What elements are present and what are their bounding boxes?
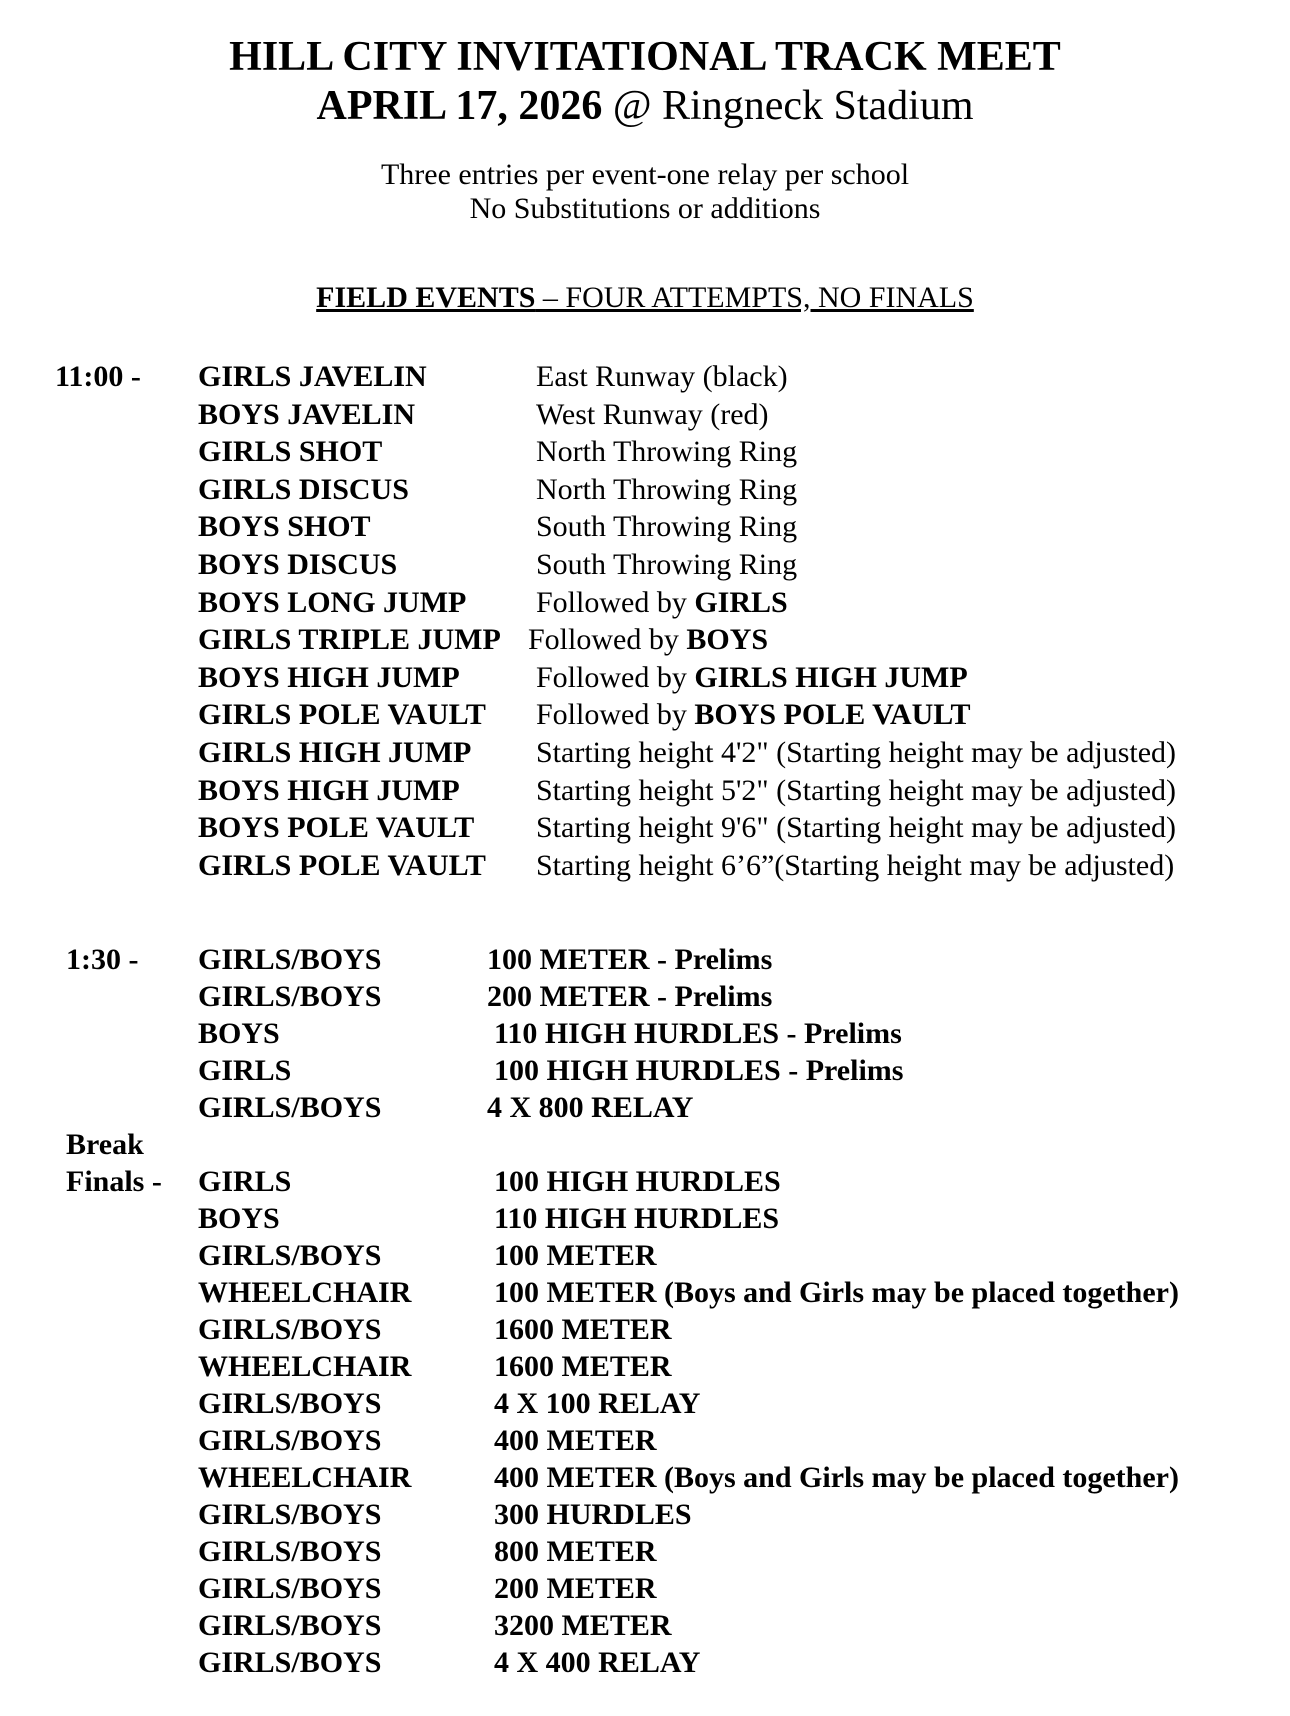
entry-rule: Three entries per event-one relay per school (380, 158, 910, 191)
field-event-location-text: Starting height 5'2" (Starting height may be adjusted) (536, 774, 1177, 807)
prelim-event: 110 HIGH HURDLES - Prelims (494, 1017, 902, 1050)
finals-division: GIRLS/BOYS (198, 1535, 382, 1568)
prelim-row (0, 1089, 1290, 1127)
prelim-division: GIRLS (198, 1054, 292, 1087)
finals-division: GIRLS/BOYS (198, 1646, 382, 1679)
field-event-name: GIRLS DISCUS (198, 473, 409, 506)
prelim-division: GIRLS/BOYS (198, 1091, 382, 1124)
field-event-name: BOYS JAVELIN (198, 398, 416, 431)
finals-division: GIRLS/BOYS (198, 1424, 382, 1457)
field-event-row (0, 847, 1290, 885)
prelim-event: 200 METER - Prelims (487, 980, 773, 1013)
prelim-row (0, 978, 1290, 1016)
prelim-division: BOYS (198, 1017, 280, 1050)
finals-event: 110 HIGH HURDLES (494, 1202, 780, 1235)
field-event-row (0, 734, 1290, 772)
field-event-location (536, 396, 769, 434)
meet-date: APRIL 17, 2026 (316, 83, 603, 129)
meet-title: HILL CITY INVITATIONAL TRACK MEET (229, 34, 1061, 80)
field-event-name: GIRLS POLE VAULT (198, 698, 486, 731)
field-event-location (528, 621, 768, 659)
finals-division: GIRLS/BOYS (198, 1313, 382, 1346)
field-event-row (0, 584, 1290, 622)
field-event-location-text: North Throwing Ring (536, 435, 798, 468)
finals-division: WHEELCHAIR (198, 1350, 412, 1383)
prelim-start-time: 1:30 - (66, 943, 139, 976)
finals-row (0, 1607, 1290, 1645)
finals-event: 100 HIGH HURDLES (494, 1165, 781, 1198)
finals-division: GIRLS/BOYS (198, 1498, 382, 1531)
prelim-division: GIRLS/BOYS (198, 943, 382, 976)
field-event-location (536, 358, 788, 396)
field-event-followed-by: GIRLS HIGH JUMP (694, 661, 968, 694)
finals-event: 1600 METER (494, 1313, 672, 1346)
field-event-location-text: East Runway (black) (536, 360, 788, 393)
field-event-row (0, 433, 1290, 471)
field-event-location-text: Starting height 9'6" (Starting height may be adjusted) (536, 811, 1177, 844)
field-event-location-text: West Runway (red) (536, 398, 769, 431)
field-events-heading (0, 279, 1290, 317)
field-event-location (536, 433, 797, 471)
field-event-location (536, 847, 1174, 885)
prelim-event: 100 HIGH HURDLES - Prelims (494, 1054, 904, 1087)
field-event-row (0, 809, 1290, 847)
finals-event: 800 METER (494, 1535, 657, 1568)
field-event-name: GIRLS JAVELIN (198, 360, 427, 393)
field-event-name: GIRLS HIGH JUMP (198, 736, 472, 769)
finals-division: GIRLS/BOYS (198, 1572, 382, 1605)
prelim-division: GIRLS/BOYS (198, 980, 382, 1013)
field-event-followed-by: GIRLS (694, 586, 788, 619)
finals-division: WHEELCHAIR (198, 1276, 412, 1309)
finals-event: 4 X 100 RELAY (494, 1387, 701, 1420)
finals-row (0, 1311, 1290, 1349)
field-events-heading-rest: – FOUR ATTEMPTS, NO FINALS (535, 281, 974, 314)
field-event-location (536, 471, 797, 509)
field-events-heading-bold: FIELD EVENTS (316, 281, 536, 314)
finals-division: WHEELCHAIR (198, 1461, 412, 1494)
field-event-location (536, 546, 797, 584)
finals-division: GIRLS (198, 1165, 292, 1198)
field-event-name: BOYS DISCUS (198, 548, 398, 581)
field-event-row (0, 772, 1290, 810)
finals-row (0, 1348, 1290, 1386)
field-event-name: BOYS HIGH JUMP (198, 661, 460, 694)
substitution-rule: No Substitutions or additions (469, 192, 821, 225)
prelim-event: 100 METER - Prelims (487, 943, 773, 976)
field-event-row (0, 621, 1290, 659)
finals-event: 100 METER (494, 1239, 657, 1272)
finals-event: 3200 METER (494, 1609, 672, 1642)
field-event-row (0, 358, 1290, 396)
finals-division: GIRLS/BOYS (198, 1387, 382, 1420)
finals-event: 400 METER (494, 1424, 657, 1457)
prelim-row (0, 941, 1290, 979)
field-event-row (0, 508, 1290, 546)
field-event-name: BOYS LONG JUMP (198, 586, 467, 619)
finals-division: BOYS (198, 1202, 280, 1235)
finals-row (0, 1496, 1290, 1534)
field-event-name: BOYS SHOT (198, 510, 371, 543)
finals-row (0, 1237, 1290, 1275)
field-event-row (0, 659, 1290, 697)
break-label: Break (66, 1128, 144, 1161)
finals-label: Finals - (66, 1165, 162, 1198)
finals-event: 100 METER (Boys and Girls may be placed together) (494, 1276, 1179, 1309)
finals-event: 200 METER (494, 1572, 657, 1605)
finals-row (0, 1459, 1290, 1497)
finals-row (0, 1200, 1290, 1238)
field-event-location (536, 508, 797, 546)
prelim-row (0, 1015, 1290, 1053)
field-event-followed-by: BOYS POLE VAULT (694, 698, 971, 731)
field-event-row (0, 696, 1290, 734)
field-event-row (0, 471, 1290, 509)
field-event-location-text: Starting height 4'2" (Starting height may be adjusted) (536, 736, 1177, 769)
field-event-name: BOYS POLE VAULT (198, 811, 475, 844)
field-event-location-text: Followed by (536, 661, 695, 694)
finals-event: 300 HURDLES (494, 1498, 692, 1531)
field-event-location-text: Starting height 6’6”(Starting height may be adjusted) (536, 849, 1175, 882)
field-event-name: GIRLS SHOT (198, 435, 383, 468)
field-event-name: BOYS HIGH JUMP (198, 774, 460, 807)
field-event-location (536, 734, 1176, 772)
prelim-row (0, 1052, 1290, 1090)
field-event-location (536, 809, 1176, 847)
meet-date-venue (0, 81, 1290, 131)
finals-row (0, 1385, 1290, 1423)
finals-event: 4 X 400 RELAY (494, 1646, 701, 1679)
field-event-name: GIRLS POLE VAULT (198, 849, 486, 882)
field-event-followed-by: BOYS (686, 623, 769, 656)
finals-division: GIRLS/BOYS (198, 1239, 382, 1272)
field-event-location-text: Followed by (536, 698, 695, 731)
meet-venue: @ Ringneck Stadium (612, 83, 974, 129)
field-event-row (0, 546, 1290, 584)
finals-row (0, 1644, 1290, 1682)
field-event-location (536, 696, 971, 734)
prelim-event: 4 X 800 RELAY (487, 1091, 694, 1124)
field-event-location-text: South Throwing Ring (536, 548, 798, 581)
finals-row (0, 1274, 1290, 1312)
field-event-location-text: Followed by (536, 586, 695, 619)
break-row (0, 1126, 1290, 1164)
field-event-location-text: South Throwing Ring (536, 510, 798, 543)
finals-row (0, 1533, 1290, 1571)
field-event-location-text: North Throwing Ring (536, 473, 798, 506)
finals-row (0, 1422, 1290, 1460)
finals-division: GIRLS/BOYS (198, 1609, 382, 1642)
field-event-name: GIRLS TRIPLE JUMP (198, 623, 501, 656)
field-event-location (536, 584, 788, 622)
field-event-location-text: Followed by (528, 623, 687, 656)
field-event-location (536, 772, 1176, 810)
field-start-time: 11:00 - (55, 360, 141, 393)
finals-row (0, 1163, 1290, 1201)
field-event-row (0, 396, 1290, 434)
finals-event: 1600 METER (494, 1350, 672, 1383)
field-event-location (536, 659, 968, 697)
finals-event: 400 METER (Boys and Girls may be placed together) (494, 1461, 1179, 1494)
finals-row (0, 1570, 1290, 1608)
